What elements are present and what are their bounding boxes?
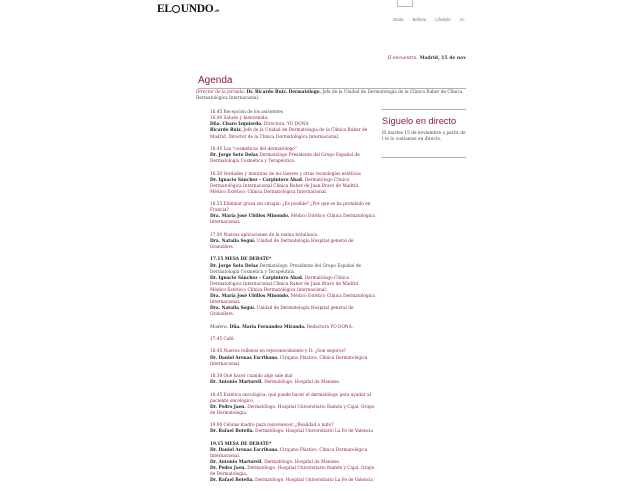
agenda-item <box>210 423 375 435</box>
agenda-topic-link[interactable]: 17.00 Nuevas aplicaciones de la toxina botulínica. <box>210 232 319 238</box>
agenda-topic-link[interactable]: 16.45 Los "cosméticos del dermatólogo" <box>210 146 297 152</box>
agenda-text: Unidad de Dermatología Hospital general de Granollers. <box>210 306 354 318</box>
agenda-line <box>210 306 375 318</box>
agenda-item <box>210 349 375 367</box>
agenda-line <box>210 276 375 294</box>
agenda-line <box>210 178 375 196</box>
director-name: Dr. Ricardo Ruiz. Dermatólogo. <box>245 90 321 95</box>
agenda-text: Cirujano Plástico. Clínica Dermatológica Internacional. <box>210 447 368 459</box>
agenda-line <box>210 393 375 405</box>
speaker-name: Dr. Jorge Soto Delas <box>210 263 259 269</box>
agenda-line <box>210 214 375 226</box>
agenda-item <box>210 257 375 318</box>
search-input[interactable] <box>397 0 413 7</box>
agenda-line <box>210 478 375 484</box>
agenda-line <box>210 128 375 140</box>
sidebar-divider <box>381 109 466 110</box>
moderator-label: Modera: <box>210 324 229 330</box>
agenda-text: Dermatólogo. Hospital Universitario Ramón y Cajal. Grupo de Dermatología. <box>210 404 375 416</box>
logo-text: EL UNDO <box>157 3 214 15</box>
agenda-item <box>210 172 375 196</box>
agenda-topic-link[interactable]: 17.45 Café. <box>210 337 235 343</box>
speaker-name: Dr. Pedro Jaen. <box>210 466 246 472</box>
globe-icon <box>172 5 180 13</box>
agenda-item <box>210 233 375 251</box>
nav-item-belleza[interactable]: Belleza <box>412 17 427 22</box>
speaker-name: Dr. Rafael Botella. <box>210 429 254 435</box>
speaker-name: Dr. Daniel Arenas Escribano. <box>210 355 279 361</box>
agenda-text: Dermatólogo. Hospital Universitario La Fe de Valencia <box>253 478 373 484</box>
speaker-name: Dr. Daniel Arenas Escribano. <box>210 447 279 453</box>
agenda-item <box>210 374 375 386</box>
director-label: Director de la jornada: <box>196 90 246 95</box>
speaker-name: Dr. Ignacio Sánchez – Carpintero Abad. <box>210 275 304 281</box>
agenda-text: Redactora YO DONA. <box>305 324 354 330</box>
agenda-item <box>210 393 375 417</box>
agenda-text: 16.45 Recepción de los asistentes <box>210 110 283 116</box>
agenda-text: Dermatólogo. Presidente del Grupo Español de Dermatología Cosmética y Terapéutica. <box>210 263 362 275</box>
sidebar-title[interactable]: Síguelo en directo <box>382 116 457 126</box>
agenda-text: Cirujano Plástico. Clínica Dermatológica Internacional. <box>210 355 368 367</box>
agenda-line <box>210 337 375 343</box>
agenda-text: Dermatólogo. Hospital de Manises. <box>262 380 341 386</box>
agenda-topic-link[interactable]: 18.45 Estética oncológica: qué puede hacer el dermatólogo para ayudar al paciente oncológico. <box>210 392 371 404</box>
speaker-name: Dr. Ignacio Sánchez – Carpintero Abad. <box>210 177 304 183</box>
agenda-topic-link[interactable]: 16.00 Saludo y bienvenida: <box>210 116 269 122</box>
speaker-name: 19.15 MESA DE DEBATE* <box>210 441 272 447</box>
nav-item-moda[interactable]: Moda <box>393 17 404 22</box>
agenda-text: Dermatólogo. Hospital Universitario Ramón y Cajal. Grupo de Dermatología. <box>210 466 375 478</box>
agenda-item <box>210 325 375 331</box>
sidebar-divider <box>381 157 466 158</box>
agenda-topic-link[interactable]: 19.00 Células madre para rejuvenecer. ¿Realidad o mito? <box>210 423 334 429</box>
agenda-text: Unidad de Dermatología Hospital general de Granollers. <box>210 238 354 251</box>
speaker-name: Dr. Antonio Martorell. <box>210 380 263 386</box>
agenda-line <box>210 405 375 417</box>
speaker-name: Dra. Natalia Seguí. <box>210 306 256 312</box>
divider <box>198 88 466 89</box>
speaker-name: Dr. Jorge Soto Delas <box>210 153 259 159</box>
agenda-text: Dermatólogo Presidente del Grupo Español de Dermatología Cosmética y Terapéutica. <box>210 153 360 165</box>
agenda-text: Dermatólogo. Hospital de Manises. <box>262 459 341 465</box>
agenda-topic-link[interactable]: 18.45 Nuevos rellenos en rejuvenecimiento y D: ¿Son seguros? <box>210 349 346 355</box>
agenda-title: Agenda <box>198 75 233 86</box>
agenda-line <box>210 356 375 368</box>
sidebar-text: El martes 15 de noviembre a partir de l te lo contamos en directo. <box>382 131 466 142</box>
speaker-name: Dra. María José Ubillos Minondo. <box>210 294 290 300</box>
agenda-item <box>210 110 375 140</box>
nav-item-ac[interactable]: Ac <box>459 17 465 22</box>
site-logo[interactable] <box>157 3 219 15</box>
speaker-name: Dña. María Fernández Miranda. <box>228 324 306 330</box>
speaker-name: Dra. María José Ubillos Minondo. <box>210 214 290 220</box>
top-navigation <box>393 17 464 22</box>
nav-item-lifestyle[interactable]: Lifestyle <box>435 17 451 22</box>
speaker-name: Dña. Charo Izquierdo. <box>210 122 263 128</box>
agenda-text: Dermatólogo Clínica Dermatológica Internacional Clínica Ruber de Juan Bravo de Madrid. Médico Estético: Clínica Dermatológica Internacional. <box>210 275 360 293</box>
agenda-text: Jefe de la Unidad de Dermatología de la Clínica Ruber de Madrid. Director de la Clínica Dermatológica Internacional. <box>210 128 368 140</box>
agenda-line <box>210 325 375 331</box>
speaker-name: Dra. Natalia Seguí. <box>210 238 256 244</box>
event-header <box>300 56 466 61</box>
speaker-name: Dr. Rafael Botella. <box>210 478 254 484</box>
speaker-name: Ricardo Ruiz. <box>210 128 243 134</box>
logo-suffix: .es <box>214 9 219 14</box>
agenda-director <box>196 90 464 102</box>
agenda-text: Médico Estético Clínica Dermatológica Internacional. <box>210 294 375 306</box>
agenda-topic-link[interactable]: 16.30 Verdades y mentiras de los láseres y otras tecnologías estéticas <box>210 171 361 177</box>
event-date: Madrid, 15 de nov <box>417 56 466 61</box>
agenda-item <box>210 202 375 226</box>
agenda-text: Directora. YO DONA <box>262 122 309 128</box>
speaker-name: 17.15 MESA DE DEBATE* <box>210 257 272 263</box>
agenda-line <box>210 380 375 386</box>
agenda-line <box>210 264 375 276</box>
agenda-line <box>210 448 375 460</box>
agenda-text: Dermatólogo. Hospital Universitario La Fe de Valencia <box>253 429 373 435</box>
agenda-line <box>210 294 375 306</box>
speaker-name: Dr. Pedro Jaen. <box>210 404 246 410</box>
agenda-line <box>210 202 375 214</box>
agenda-line <box>210 429 375 435</box>
agenda-line <box>210 239 375 251</box>
agenda-item <box>210 337 375 343</box>
agenda-text: Dermatólogo Clínica Dermatológica Internacional Clínica Ruber de Juan Bravo de Madrid. Médico Estético: Clínica Dermatológica Internacional. <box>210 177 360 195</box>
speaker-name: Dr. Antonio Martorell. <box>210 459 263 465</box>
agenda-text: Médico Estético Clínica Dermatológica Internacional. <box>210 214 375 226</box>
agenda-topic-link[interactable]: 16.55 Eliminar grasa sin cirugía: ¿Es posible? ¿Por qué se ha prohibido en Francia? <box>210 202 371 214</box>
agenda-item <box>210 442 375 485</box>
agenda-line <box>210 466 375 478</box>
agenda-item <box>210 147 375 165</box>
director-role: Jefe de la Unidad de Dermatología de la Clínica Ruber de Clínica Dermatológica Internacional. <box>196 90 463 102</box>
agenda-line <box>210 153 375 165</box>
agenda-topic-link[interactable]: 18.30 Qué hacer cuando algo sale mal <box>210 374 293 380</box>
event-name: II encuentro. <box>387 56 418 61</box>
